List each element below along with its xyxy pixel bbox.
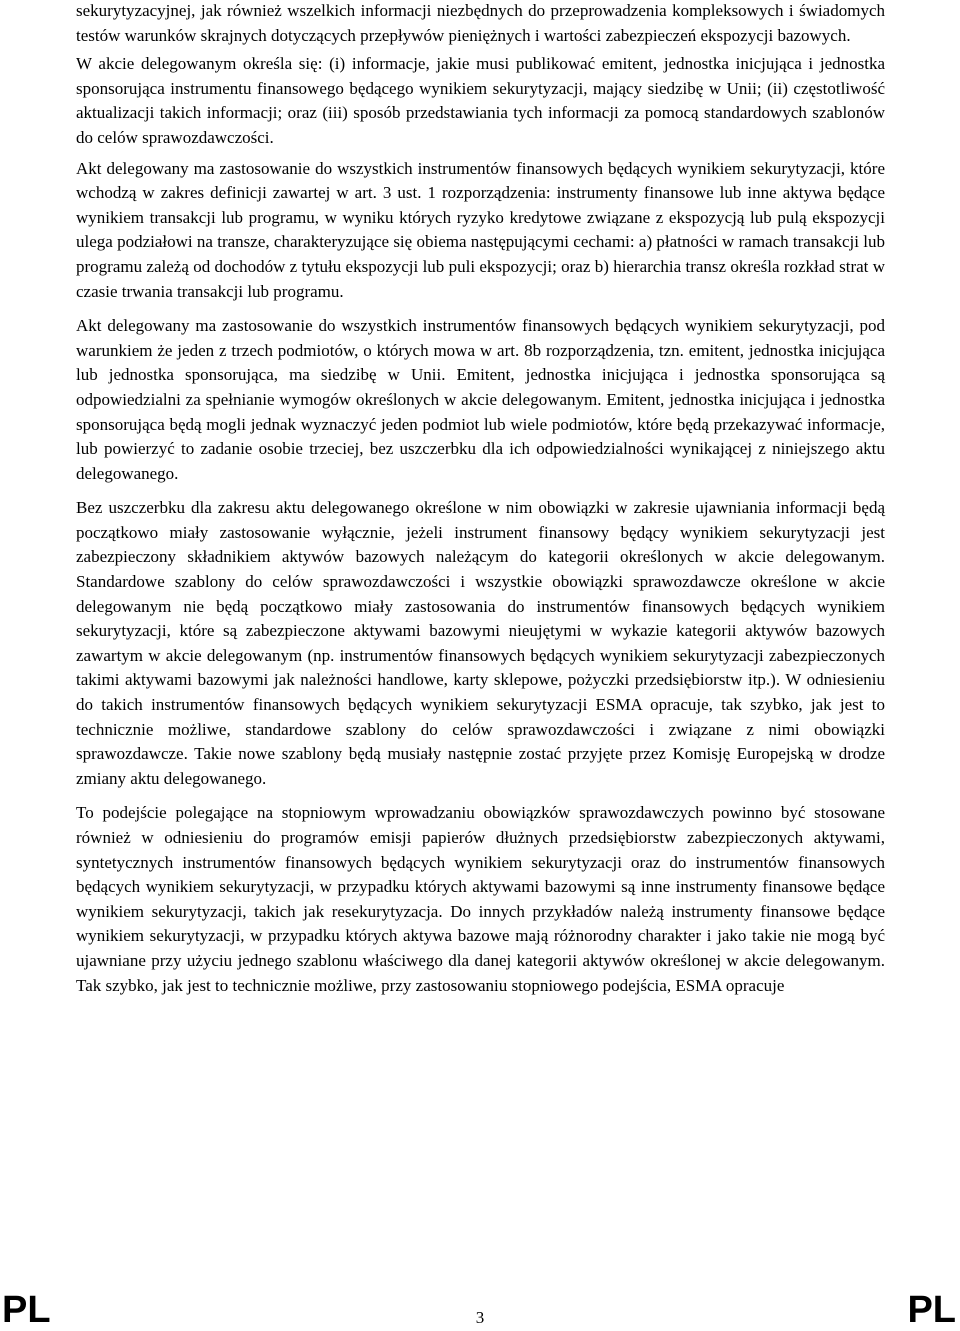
page-number: 3 bbox=[475, 1308, 485, 1327]
paragraph-phased-approach: To podejście polegające na stopniowym wprowadzaniu obowiązków sprawozdawczych powinno być stosowane również w odniesieniu do programów emisji papierów dłużnych przedsiębiorstw zabezpieczonych aktywami, syntetycznych instrumentów finansowych będących wynikiem sekurytyzacji oraz do instrumentów finansowych będących wynikiem sekurytyzacji, w przypadku których aktywami bazowymi są inne instrumenty finansowe będące wynikiem sekurytyzacji, takich jak resekurytyzacja. Do innych przykładów należą instrumenty finansowe będące wynikiem sekurytyzacji, w przypadku których aktywa bazowe mają różnorodny charakter i jako takie nie mogą być ujawniane przy użyciu jednego szablonu właściwego dla danej kategorii aktywów określonej w akcie delegowanym. Tak szybko, jak jest to technicznie możliwe, przy zastosowaniu stopniowego podejścia, ESMA opracuje bbox=[76, 803, 885, 995]
paragraph-entities: Akt delegowany ma zastosowanie do wszystkich instrumentów finansowych będących wynikiem sekurytyzacji, pod warunkiem że jeden z trzech podmiotów, o których mowa w art. 8b rozporządzenia, tzn. emitent, jednostka inicjująca lub jednostka sponsorująca, ma siedzibę w Unii. Emitent, jednostka inicjująca i jednostka sponsorująca są odpowiedzialni za spełnianie wymogów określonych w akcie delegowanym. Emitent, jednostka inicjująca i jednostka sponsorująca będą mogli jednak wyznaczyć jeden podmiot lub wiele podmiotów, które będą przekazywać informacje, lub powierzyć to zadanie osobie trzeciej, bez uszczerbku dla ich odpowiedzialności wynikającej z niniejszego aktu delegowanego. bbox=[76, 316, 885, 483]
paragraph-delegated-act-scope: W akcie delegowanym określa się: (i) informacje, jakie musi publikować emitent, jednostka inicjująca i jednostka sponsorująca instrumentu finansowego będącego wynikiem sekurytyzacji, mający siedzibę w Unii; (ii) częstotliwość aktualizacji takich informacji; oraz (iii) sposób przedstawiania tych informacji za pomocą standardowych szablonów do celów sprawozdawczości. bbox=[76, 54, 885, 147]
paragraph-disclosure-obligations: Bez uszczerbku dla zakresu aktu delegowanego określone w nim obowiązki w zakresie ujawniania informacji będą początkowo miały zastosowanie wyłącznie, jeżeli instrument finansowy będący wynikiem sekurytyzacji jest zabezpieczony składnikiem aktywów bazowych należącym do kategorii określonych w akcie delegowanym. Standardowe szablony do celów sprawozdawczości i wszystkie obowiązki sprawozdawcze określone w akcie delegowanym nie będą początkowo miały zastosowania do instrumentów finansowych będących wynikiem sekurytyzacji, które są zabezpieczone aktywami bazowymi nieujętymi w wykazie kategorii aktywów bazowych zawartym w akcie delegowanym (np. instrumentów finansowych będących wynikiem sekurytyzacji zabezpieczonych takimi aktywami bazowymi jak należności handlowe, karty sklepowe, pożyczki przedsiębiorstw itp.). W odniesieniu do takich instrumentów finansowych będących wynikiem sekurytyzacji ESMA opracuje, tak szybko, jak jest to technicznie możliwe, standardowe szablony do celów sprawozdawczości i związane z nimi obowiązki sprawozdawcze. Takie nowe szablony będą musiały następnie zostać przyjęte przez Komisję Europejską w drodze zmiany aktu delegowanego. bbox=[76, 498, 885, 788]
footer-language-code-left: PL bbox=[2, 1289, 51, 1331]
paragraph-applicability: Akt delegowany ma zastosowanie do wszystkich instrumentów finansowych będących wynikiem sekurytyzacji, które wchodzą w zakres definicji zawartej w art. 3 ust. 1 rozporządzenia: instrumenty finansowe lub inne aktywa będące wynikiem transakcji lub programu, w wyniku których ryzyko kredytowe związane z ekspozycją lub pulą ekspozycji ulega podziałowi na transze, charakteryzujące się obiema następującymi cechami: a) płatności w ramach transakcji lub programu zależą od dochodów z tytułu ekspozycji lub puli ekspozycji; oraz b) hierarchia transz określa rozkład strat w czasie trwania transakcji lub programu. bbox=[76, 158, 885, 301]
paragraph-continuation: sekurytyzacyjnej, jak również wszelkich informacji niezbędnych do przeprowadzenia kompleksowych i świadomych testów warunków skrajnych dotyczących przepływów pieniężnych i wartości zabezpieczeń ekspozycji bazowych. bbox=[76, 1, 885, 45]
document-body bbox=[76, 0, 885, 1008]
footer-language-code-right: PL bbox=[907, 1289, 956, 1331]
